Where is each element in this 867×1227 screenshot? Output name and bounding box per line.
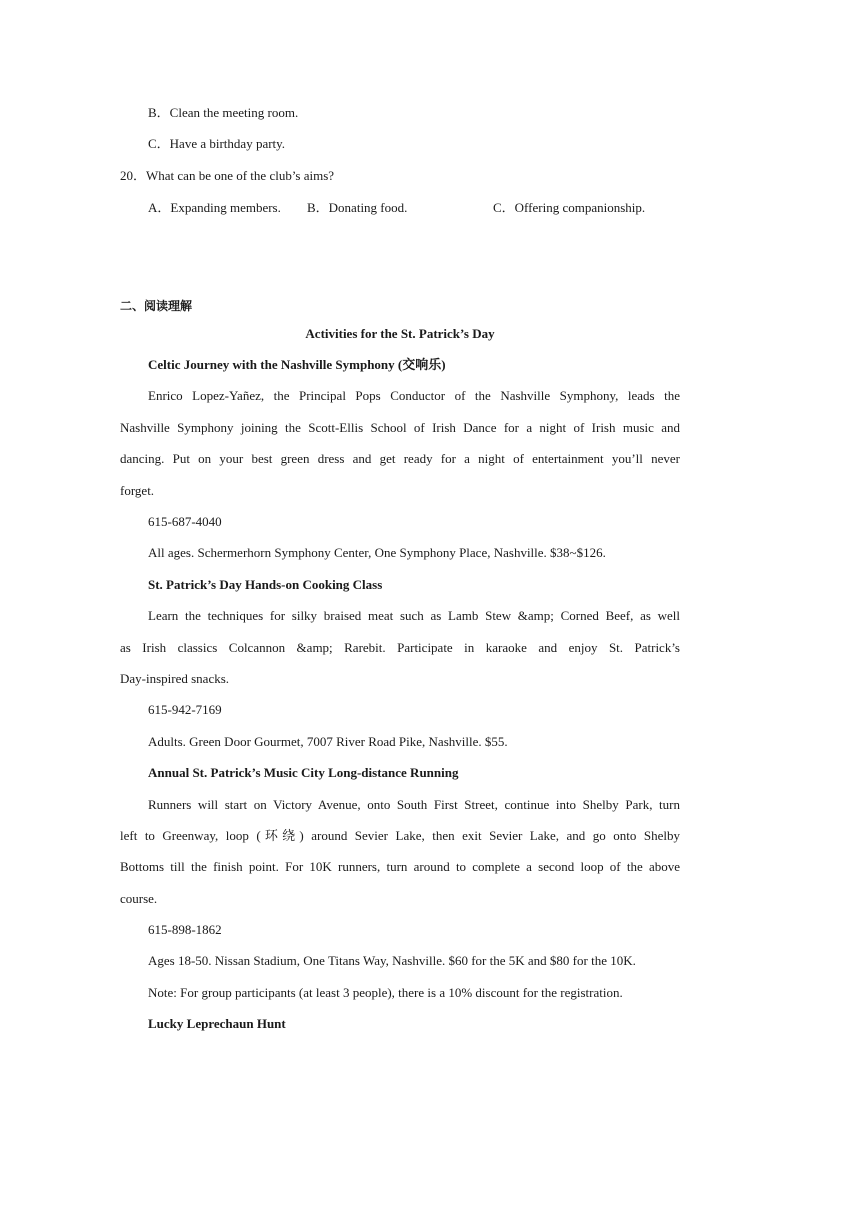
phone-number: 615-898-1862 — [148, 922, 222, 937]
description-line: as Irish classics Colcannon &amp; Rarebit. Participate in karaoke and enjoy St. Patrick’s — [120, 640, 680, 655]
q19-option-b: B．Clean the meeting room. — [148, 105, 299, 120]
description-line: Day-inspired snacks. — [120, 671, 230, 686]
phone-number: 615-942-7169 — [148, 702, 222, 717]
section-heading: 二、阅读理解 — [120, 299, 193, 313]
q20-option-b: B．Donating food. — [307, 200, 408, 215]
activity-details: Ages 18-50. Nissan Stadium, One Titans Way, Nashville. $60 for the 5K and $80 for the 10K. — [148, 953, 636, 968]
description-line: course. — [120, 891, 158, 906]
q19-option-c: C．Have a birthday party. — [148, 136, 286, 151]
phone-number: 615-687-4040 — [148, 514, 222, 529]
description-line: Runners will start on Victory Avenue, onto South First Street, continue into Shelby Park, turn — [148, 797, 680, 812]
activity-details: All ages. Schermerhorn Symphony Center, One Symphony Place, Nashville. $38~$126. — [148, 545, 606, 560]
description-line: dancing. Put on your best green dress and get ready for a night of entertainment you’ll never — [120, 451, 680, 466]
activity-title: Annual St. Patrick’s Music City Long-distance Running — [148, 765, 459, 780]
registration-note: Note: For group participants (at least 3 people), there is a 10% discount for the registration. — [148, 985, 623, 1000]
description-line: Enrico Lopez-Yañez, the Principal Pops Conductor of the Nashville Symphony, leads the — [148, 388, 680, 403]
activity-title: St. Patrick’s Day Hands-on Cooking Class — [148, 577, 383, 592]
passage-title: Activities for the St. Patrick’s Day — [305, 326, 495, 341]
q20-option-c: C．Offering companionship. — [493, 200, 646, 215]
activity-title: Celtic Journey with the Nashville Symphony (交响乐) — [148, 357, 446, 372]
q20-question: 20．What can be one of the club’s aims? — [120, 168, 335, 183]
activity-title: Lucky Leprechaun Hunt — [148, 1016, 286, 1031]
activity-details: Adults. Green Door Gourmet, 7007 River Road Pike, Nashville. $55. — [148, 734, 508, 749]
description-line: Bottoms till the finish point. For 10K runners, turn around to complete a second loop of the above — [120, 859, 680, 874]
description-line: left to Greenway, loop (环绕) around Sevier Lake, then exit Sevier Lake, and go onto Shelby — [120, 828, 680, 843]
q20-option-a: A．Expanding members. — [148, 200, 281, 215]
description-line: Nashville Symphony joining the Scott-Ellis School of Irish Dance for a night of Irish music and — [120, 420, 680, 435]
description-line: Learn the techniques for silky braised meat such as Lamb Stew &amp; Corned Beef, as well — [148, 608, 680, 623]
description-line: forget. — [120, 483, 155, 498]
